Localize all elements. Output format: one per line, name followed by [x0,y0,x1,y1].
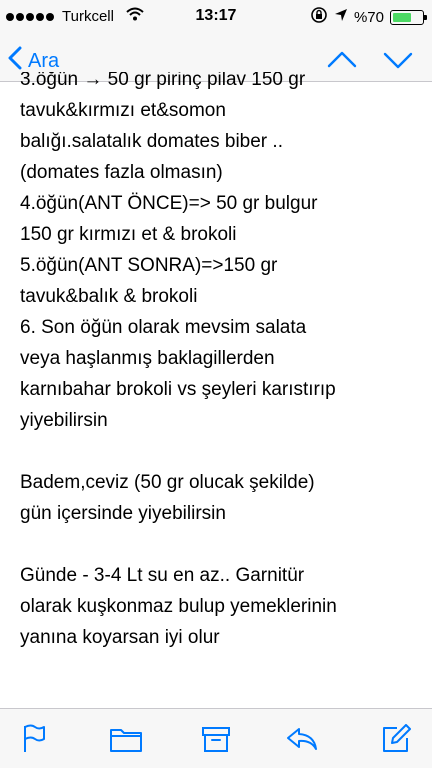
message-body [20,72,420,708]
message-line: veya haşlanmış baklagillerden [20,348,275,369]
compose-button[interactable] [378,721,414,757]
carrier-name: Turkcell [62,8,114,25]
archive-button[interactable] [198,721,234,757]
message-line: yiyebilirsin [20,410,108,431]
message-line: Badem,ceviz (50 gr olucak şekilde) [20,472,315,493]
message-line: tavuk&balık & brokoli [20,286,198,307]
message-line: gün içersinde yiyebilirsin [20,503,226,524]
message-line: balığı.salatalık domates biber .. [20,131,283,152]
message-line: olarak kuşkonmaz bulup yemeklerinin [20,596,337,617]
flag-button[interactable] [16,721,52,757]
message-line: tavuk&kırmızı et&somon [20,100,226,121]
status-time: 13:17 [195,7,237,24]
message-line: 3.öğün → 50 gr pirinç pilav 150 gr [20,72,306,90]
status-bar [0,0,432,40]
battery-percent: %70 [353,8,384,26]
message-line: 150 gr kırmızı et & brokoli [20,224,237,245]
battery-icon [390,10,424,25]
message-line: (domates fazla olmasın) [20,162,223,183]
message-line: 6. Son öğün olarak mevsim salata [20,317,307,338]
folder-icon [109,725,143,753]
message-line [20,436,420,467]
compose-icon [381,724,411,754]
message-line [20,529,420,560]
message-line: karnıbahar brokoli vs şeyleri karıstırıp [20,379,336,400]
orientation-lock-icon [310,6,328,28]
reply-button[interactable] [284,721,320,757]
message-line: 5.öğün(ANT SONRA)=>150 gr [20,255,278,276]
message-line: yanına koyarsan iyi olur [20,627,220,648]
location-arrow-icon [334,8,348,26]
archive-box-icon [201,725,231,753]
message-line: Günde - 3-4 Lt su en az.. Garnitür [20,565,305,586]
flag-icon [21,724,47,754]
message-line: 4.öğün(ANT ÖNCE)=> 50 gr bulgur [20,193,318,214]
move-to-folder-button[interactable] [108,721,144,757]
bottom-toolbar [0,708,432,768]
back-button-label: Ara [28,49,60,72]
reply-arrow-icon [285,726,319,752]
